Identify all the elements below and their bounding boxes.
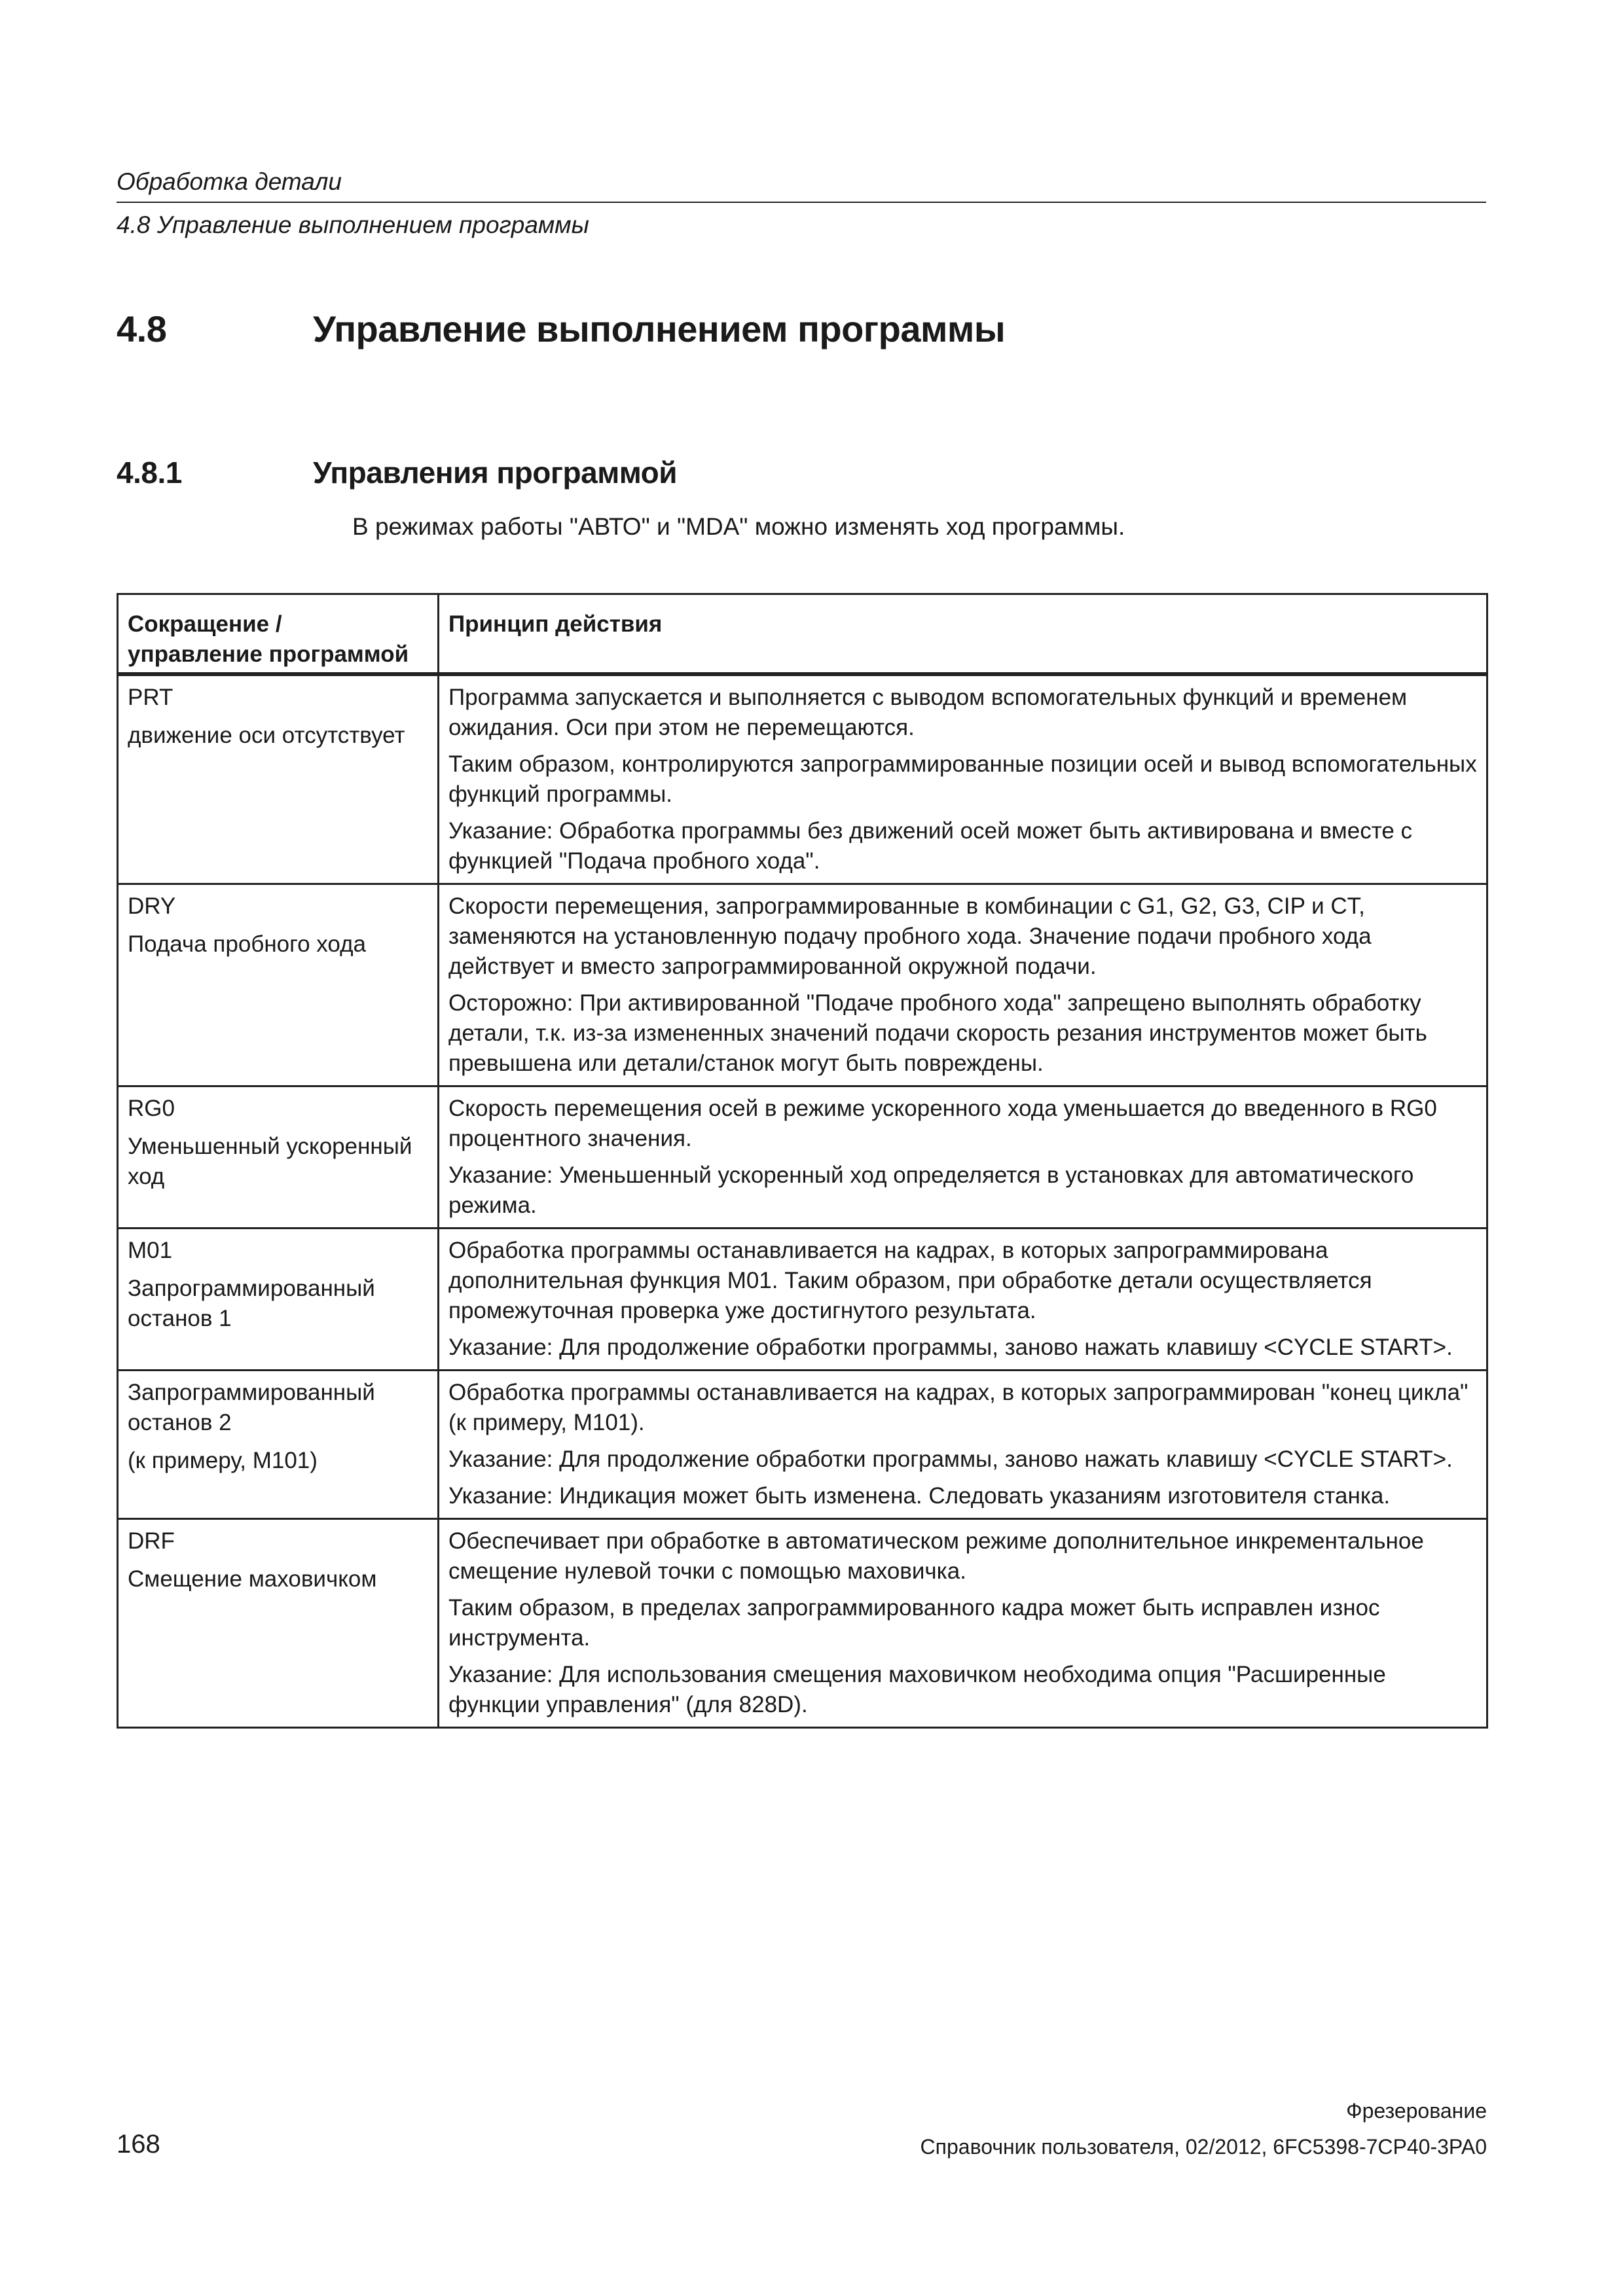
- subsection-title: Управления программой: [313, 456, 678, 490]
- table-row: [118, 1371, 1487, 1519]
- table-row: [118, 884, 1487, 1086]
- principle-paragraph: Указание: Для продолжение обработки программы, заново нажать клавишу <CYCLE START>.: [448, 1446, 1453, 1472]
- principle-paragraph: Указание: Обработка программы без движений осей может быть активирована и вместе с функцией "Подача пробного хода".: [448, 818, 1413, 874]
- control-name: Уменьшенный ускоренный ход: [128, 1134, 412, 1189]
- principle-cell: [439, 884, 1487, 1086]
- page-number: 168: [117, 2130, 160, 2159]
- table-row: [118, 1519, 1487, 1728]
- column-header-abbreviation-line2: управление программой: [128, 641, 409, 667]
- control-cell: [118, 1519, 439, 1728]
- control-cell: [118, 1229, 439, 1371]
- control-name: Подача пробного хода: [128, 931, 366, 957]
- table-header-row: [118, 594, 1487, 675]
- program-control-table: [117, 593, 1488, 1729]
- control-cell: [118, 1371, 439, 1519]
- table-row: [118, 1229, 1487, 1371]
- running-header: [117, 165, 1486, 203]
- principle-paragraph: Указание: Для продолжение обработки программы, заново нажать клавишу <CYCLE START>.: [448, 1335, 1453, 1360]
- principle-cell: [439, 1086, 1487, 1229]
- principle-cell: [439, 1229, 1487, 1371]
- control-code: DRY: [128, 893, 176, 919]
- column-header-abbreviation: [118, 594, 439, 675]
- running-header-section: 4.8 Управление выполнением программы: [117, 211, 589, 238]
- principle-paragraph: Скорости перемещения, запрограммированные в комбинации с G1, G2, G3, CIP и CT, заменяются на установленную подачу пробного хода. Значение подачи пробного хода действует и вместо запрограммированной окружной подачи.: [448, 893, 1372, 979]
- principle-cell: [439, 1371, 1487, 1519]
- control-code: PRT: [128, 685, 173, 710]
- control-code: Запрограммированный останов 2: [128, 1380, 375, 1435]
- principle-paragraph: Указание: Для использования смещения маховичком необходима опция "Расширенные функции управления" (для 828D).: [448, 1662, 1386, 1717]
- column-header-abbreviation-line1: Сокращение /: [128, 611, 282, 637]
- running-header-chapter: Обработка детали: [117, 168, 342, 195]
- intro-paragraph: В режимах работы "АВТО" и "MDA" можно изменять ход программы.: [352, 513, 1125, 540]
- footer-doc-info: Справочник пользователя, 02/2012, 6FC5398-7CP40-3PA0: [920, 2135, 1487, 2159]
- principle-paragraph: Скорость перемещения осей в режиме ускоренного хода уменьшается до введенного в RG0 процентного значения.: [448, 1096, 1437, 1151]
- principle-cell: [439, 1519, 1487, 1728]
- principle-paragraph: Программа запускается и выполняется с выводом вспомогательных функций и временем ожидания. Оси при этом не перемещаются.: [448, 685, 1408, 740]
- control-cell: [118, 674, 439, 884]
- control-name: (к примеру, M101): [128, 1448, 318, 1473]
- footer-book-title: Фрезерование: [1346, 2099, 1487, 2123]
- section-title: Управление выполнением программы: [313, 308, 1006, 350]
- control-name: движение оси отсутствует: [128, 723, 405, 748]
- principle-paragraph: Обработка программы останавливается на кадрах, в которых запрограммирована дополнительная функция M01. Таким образом, при обработке детали осуществляется промежуточная проверка уже достигнутого результата.: [448, 1238, 1372, 1323]
- control-code: DRF: [128, 1528, 175, 1554]
- principle-paragraph: Осторожно: При активированной "Подаче пробного хода" запрещено выполнять обработку детали, т.к. из-за измененных значений подачи скорость резания инструментов может быть превышена или детали/станок могут быть повреждены.: [448, 990, 1427, 1076]
- principle-paragraph: Таким образом, в пределах запрограммированного кадра может быть исправлен износ инструмента.: [448, 1595, 1380, 1651]
- subsection-number: 4.8.1: [117, 456, 182, 490]
- principle-paragraph: Указание: Уменьшенный ускоренный ход определяется в установках для автоматического режима.: [448, 1162, 1414, 1218]
- table-row: [118, 1086, 1487, 1229]
- principle-paragraph: Обеспечивает при обработке в автоматическом режиме дополнительное инкрементальное смещение нулевой точки с помощью маховичка.: [448, 1528, 1424, 1584]
- control-code: M01: [128, 1238, 173, 1263]
- control-code: RG0: [128, 1096, 175, 1121]
- control-name: Смещение маховичком: [128, 1566, 377, 1592]
- column-header-principle: Принцип действия: [439, 594, 1487, 675]
- principle-cell: [439, 674, 1487, 884]
- control-cell: [118, 1086, 439, 1229]
- section-number: 4.8: [117, 308, 167, 350]
- principle-paragraph: Таким образом, контролируются запрограммированные позиции осей и вывод вспомогательных функций программы.: [448, 751, 1477, 807]
- control-name: Запрограммированный останов 1: [128, 1276, 375, 1331]
- table-body: [118, 674, 1487, 1728]
- control-cell: [118, 884, 439, 1086]
- principle-paragraph: Указание: Индикация может быть изменена. Следовать указаниям изготовителя станка.: [448, 1483, 1391, 1509]
- table-row: [118, 674, 1487, 884]
- principle-paragraph: Обработка программы останавливается на кадрах, в которых запрограммирован "конец цикла" (к примеру, M101).: [448, 1380, 1468, 1435]
